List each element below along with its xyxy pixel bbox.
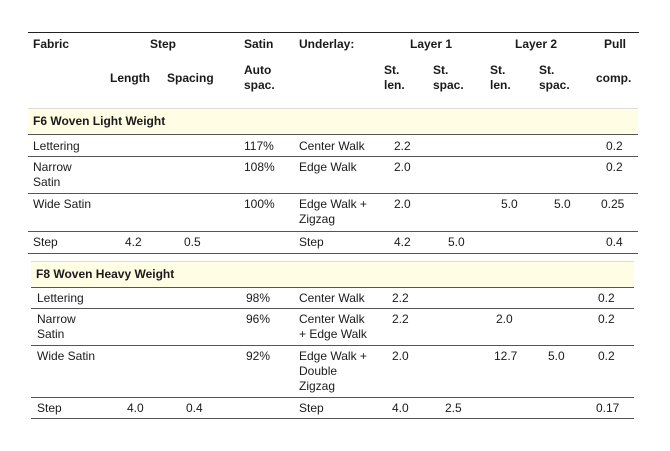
cell-pull: 0.2 [598,312,615,326]
header-l2-stspac-1: St. [539,63,555,77]
header-length: Length [110,71,150,85]
cell-fabric: Lettering [33,139,80,153]
cell-pull: 0.4 [606,235,623,249]
header-l1-stlen-1: St. [384,63,400,77]
cell-fabric: Step [37,401,62,415]
cell-l2-spac: 5.0 [554,197,571,211]
cell-l1-len: 2.2 [394,139,411,153]
header-l2-stlen-1: St. [490,63,506,77]
cell-fabric: Step [33,235,58,249]
header-l1-stspac-1: St. [433,63,449,77]
cell-underlay: Edge Walk + [299,197,367,211]
header-l1-stlen-2: len. [384,78,405,92]
cell-l1-len: 2.0 [394,160,411,174]
cell-underlay: Zigzag [299,212,336,226]
row-rule [28,231,638,232]
row-rule [28,156,638,157]
row-rule [28,134,638,135]
header-auto-spac-2: spac. [244,78,275,92]
cell-spacing: 0.4 [186,401,203,415]
cell-satin: 92% [246,349,271,363]
row-rule [28,193,638,194]
cell-fabric: Satin [37,327,65,341]
cell-fabric: Narrow [33,160,72,174]
cell-l1-spac: 5.0 [448,235,465,249]
header-spacing: Spacing [167,71,214,85]
cell-l1-spac: 2.5 [445,401,462,415]
cell-underlay: Double [299,364,338,378]
cell-satin: 108% [244,160,275,174]
cell-l2-len: 2.0 [496,312,513,326]
header-auto-spac-1: Auto [244,63,272,77]
header-l2-stspac-2: spac. [539,78,570,92]
cell-pull: 0.2 [598,291,615,305]
cell-satin: 100% [244,197,275,211]
section-title-f6: F6 Woven Light Weight [33,114,166,128]
cell-l1-len: 2.0 [392,349,409,363]
cell-l1-len: 2.0 [394,197,411,211]
header-pull: Pull [604,37,627,51]
header-l2-stlen-2: len. [490,78,511,92]
cell-fabric: Lettering [37,291,84,305]
cell-underlay: Center Walk [299,291,365,305]
header-layer1: Layer 1 [410,37,453,51]
cell-pull: 0.25 [601,197,625,211]
header-underlay: Underlay: [299,37,355,51]
cell-l1-len: 4.2 [394,235,411,249]
header-step: Step [150,37,177,51]
cell-l2-len: 5.0 [501,197,518,211]
cell-l2-spac: 5.0 [548,349,565,363]
cell-fabric: Satin [33,175,61,189]
row-rule [31,287,634,288]
cell-satin: 117% [244,139,274,153]
row-rule [31,308,634,309]
header-l1-stspac-2: spac. [433,78,464,92]
cell-l1-len: 2.2 [392,312,409,326]
cell-length: 4.2 [125,235,142,249]
cell-pull: 0.2 [598,349,615,363]
cell-satin: 96% [246,312,271,326]
table-top-rule [28,32,639,33]
cell-underlay: Center Walk [299,312,365,326]
cell-underlay: Edge Walk [299,160,357,174]
cell-underlay: + Edge Walk [299,327,367,341]
header-satin: Satin [244,37,274,51]
row-rule [31,397,634,398]
cell-l2-len: 12.7 [494,349,518,363]
cell-fabric: Narrow [37,312,76,326]
cell-pull: 0.2 [606,139,623,153]
section-title-f8: F8 Woven Heavy Weight [36,267,175,281]
cell-l1-len: 4.0 [392,401,409,415]
cell-fabric: Wide Satin [33,197,92,211]
cell-fabric: Wide Satin [37,349,96,363]
cell-pull: 0.2 [606,160,623,174]
cell-spacing: 0.5 [184,235,201,249]
row-rule [28,253,638,254]
cell-underlay: Center Walk [299,139,365,153]
header-layer2: Layer 2 [515,37,558,51]
header-fabric: Fabric [33,37,70,51]
cell-underlay: Step [299,401,324,415]
cell-underlay: Edge Walk + [299,349,367,363]
cell-l1-len: 2.2 [392,291,409,305]
row-rule [31,345,634,346]
cell-satin: 98% [246,291,271,305]
cell-underlay: Step [299,235,324,249]
table-bottom-rule [31,418,634,419]
cell-pull: 0.17 [596,401,620,415]
header-comp: comp. [596,71,632,85]
cell-length: 4.0 [127,401,144,415]
cell-underlay: Zigzag [299,379,336,393]
